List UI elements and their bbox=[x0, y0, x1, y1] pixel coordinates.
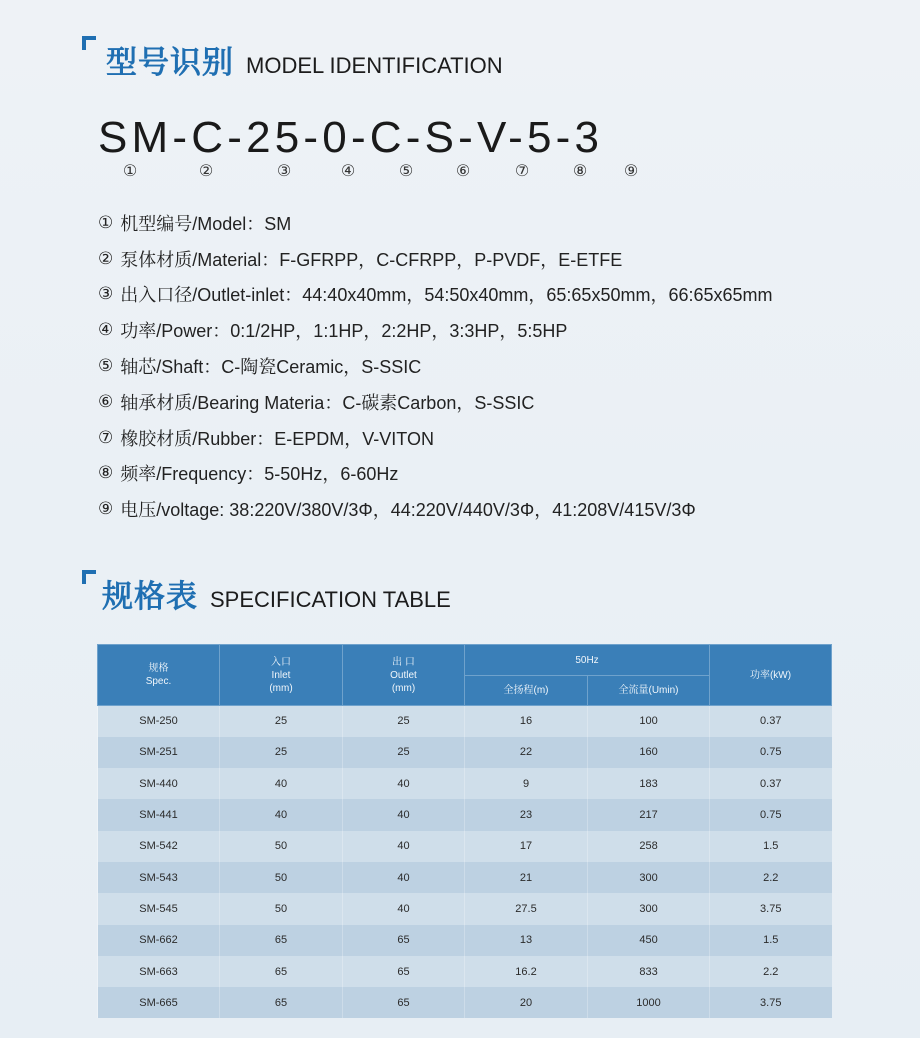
legend-item-rubber bbox=[98, 420, 773, 456]
model-code-legend bbox=[98, 205, 773, 527]
cell-power: 0.75 bbox=[710, 799, 832, 830]
header-spec-en: Spec. bbox=[145, 676, 172, 687]
cell-spec: SM-665 bbox=[98, 987, 220, 1018]
header-inlet-unit: (mm) bbox=[269, 682, 293, 694]
header-spec-cn: 规格 bbox=[148, 663, 169, 674]
section-title-cn: 规格表 bbox=[102, 579, 198, 615]
marker-5: ⑤ bbox=[398, 161, 414, 180]
table-row bbox=[98, 987, 832, 1018]
header-head: 全扬程(m) bbox=[465, 676, 588, 706]
cell-outlet: 40 bbox=[343, 862, 465, 893]
corner-bracket-icon bbox=[82, 36, 96, 50]
legend-item-shaft bbox=[98, 348, 773, 384]
cell-spec: SM-545 bbox=[98, 893, 220, 924]
header-inlet-cn: 入口 bbox=[271, 656, 291, 668]
legend-text: 轴芯/Shaft：C-陶瓷Ceramic，S-SSIC bbox=[120, 357, 422, 378]
header-inlet bbox=[220, 645, 343, 706]
cell-flow: 160 bbox=[588, 737, 710, 768]
specification-table bbox=[97, 644, 832, 1018]
table-row bbox=[98, 893, 832, 924]
legend-num: ⑧ bbox=[98, 463, 114, 483]
cell-inlet: 65 bbox=[220, 925, 343, 956]
cell-flow: 300 bbox=[588, 862, 710, 893]
cell-spec: SM-663 bbox=[98, 956, 220, 987]
marker-7: ⑦ bbox=[514, 161, 530, 180]
cell-power: 3.75 bbox=[710, 893, 832, 924]
marker-9: ⑨ bbox=[623, 161, 639, 180]
cell-outlet: 40 bbox=[343, 768, 465, 799]
cell-spec: SM-543 bbox=[98, 862, 220, 893]
cell-power: 0.37 bbox=[710, 768, 832, 799]
legend-num: ⑨ bbox=[98, 499, 114, 519]
cell-flow: 217 bbox=[588, 799, 710, 830]
legend-num: ② bbox=[98, 248, 114, 268]
cell-inlet: 40 bbox=[220, 799, 343, 830]
cell-inlet: 65 bbox=[220, 987, 343, 1018]
header-flow: 全流量(Umin) bbox=[588, 676, 710, 706]
cell-power: 2.2 bbox=[710, 956, 832, 987]
cell-power: 0.37 bbox=[710, 706, 832, 737]
cell-head: 17 bbox=[465, 831, 588, 862]
legend-text: 功率/Power：0:1/2HP，1:1HP，2:2HP，3:3HP，5:5HP bbox=[120, 321, 568, 342]
legend-item-material bbox=[98, 241, 773, 277]
header-outlet-cn: 出 口 bbox=[392, 656, 415, 668]
section-title-en: SPECIFICATION TABLE bbox=[210, 587, 451, 612]
section-title-en: MODEL IDENTIFICATION bbox=[246, 53, 503, 78]
legend-text: 出入口径/Outlet-inlet：44:40x40mm，54:50x40mm，65:65x50mm，66:65x65mm bbox=[120, 285, 773, 306]
cell-power: 1.5 bbox=[710, 831, 832, 862]
table-row bbox=[98, 737, 832, 768]
cell-spec: SM-542 bbox=[98, 831, 220, 862]
cell-power: 2.2 bbox=[710, 862, 832, 893]
legend-item-frequency bbox=[98, 456, 773, 492]
cell-inlet: 50 bbox=[220, 831, 343, 862]
cell-head: 16 bbox=[465, 706, 588, 737]
cell-spec: SM-440 bbox=[98, 768, 220, 799]
marker-1: ① bbox=[122, 161, 138, 180]
cell-inlet: 50 bbox=[220, 893, 343, 924]
cell-head: 23 bbox=[465, 799, 588, 830]
cell-outlet: 25 bbox=[343, 706, 465, 737]
marker-4: ④ bbox=[340, 161, 356, 180]
cell-spec: SM-251 bbox=[98, 737, 220, 768]
cell-outlet: 40 bbox=[343, 799, 465, 830]
legend-text: 频率/Frequency：5-50Hz，6-60Hz bbox=[120, 464, 399, 485]
cell-flow: 450 bbox=[588, 925, 710, 956]
cell-flow: 833 bbox=[588, 956, 710, 987]
table-row bbox=[98, 925, 832, 956]
cell-head: 20 bbox=[465, 987, 588, 1018]
legend-item-model bbox=[98, 205, 773, 241]
legend-text: 橡胶材质/Rubber：E-EPDM，V-VITON bbox=[120, 428, 434, 449]
marker-2: ② bbox=[198, 161, 214, 180]
cell-flow: 100 bbox=[588, 706, 710, 737]
legend-num: ④ bbox=[98, 320, 114, 340]
legend-item-bearing bbox=[98, 384, 773, 420]
legend-num: ① bbox=[98, 212, 114, 232]
cell-head: 13 bbox=[465, 925, 588, 956]
legend-num: ⑥ bbox=[98, 391, 114, 411]
cell-power: 3.75 bbox=[710, 987, 832, 1018]
table-row bbox=[98, 831, 832, 862]
cell-inlet: 25 bbox=[220, 706, 343, 737]
cell-head: 16.2 bbox=[465, 956, 588, 987]
legend-item-power bbox=[98, 312, 773, 348]
cell-outlet: 40 bbox=[343, 893, 465, 924]
legend-text: 泵体材质/Material：F-GFRPP，C-CFRPP，P-PVDF，E-ETFE bbox=[120, 249, 623, 270]
legend-text: 轴承材质/Bearing Materia：C-碳素Carbon，S-SSIC bbox=[120, 392, 535, 413]
marker-3: ③ bbox=[276, 161, 292, 180]
header-power: 功率(kW) bbox=[710, 645, 832, 706]
cell-outlet: 65 bbox=[343, 956, 465, 987]
header-outlet bbox=[343, 645, 465, 706]
table-row bbox=[98, 768, 832, 799]
cell-spec: SM-662 bbox=[98, 925, 220, 956]
model-code-markers bbox=[0, 161, 920, 185]
legend-num: ③ bbox=[98, 284, 114, 304]
model-identification-heading bbox=[106, 45, 503, 81]
table-row bbox=[98, 799, 832, 830]
cell-head: 21 bbox=[465, 862, 588, 893]
legend-text: 机型编号/Model：SM bbox=[120, 213, 292, 234]
cell-flow: 1000 bbox=[588, 987, 710, 1018]
corner-bracket-icon bbox=[82, 570, 96, 584]
header-inlet-en: Inlet bbox=[271, 669, 291, 681]
marker-8: ⑧ bbox=[572, 161, 588, 180]
table-row bbox=[98, 862, 832, 893]
header-50hz: 50Hz bbox=[465, 645, 710, 676]
specification-table-heading bbox=[102, 579, 451, 615]
cell-power: 0.75 bbox=[710, 737, 832, 768]
cell-spec: SM-441 bbox=[98, 799, 220, 830]
legend-num: ⑦ bbox=[98, 427, 114, 447]
header-spec bbox=[98, 645, 220, 706]
table-row bbox=[98, 956, 832, 987]
cell-outlet: 65 bbox=[343, 925, 465, 956]
cell-outlet: 65 bbox=[343, 987, 465, 1018]
cell-inlet: 40 bbox=[220, 768, 343, 799]
table-row bbox=[98, 706, 832, 737]
cell-head: 22 bbox=[465, 737, 588, 768]
header-outlet-unit: (mm) bbox=[391, 682, 416, 694]
cell-head: 27.5 bbox=[465, 893, 588, 924]
cell-inlet: 25 bbox=[220, 737, 343, 768]
legend-item-voltage bbox=[98, 491, 773, 527]
cell-outlet: 25 bbox=[343, 737, 465, 768]
cell-power: 1.5 bbox=[710, 925, 832, 956]
marker-6: ⑥ bbox=[455, 161, 471, 180]
cell-flow: 300 bbox=[588, 893, 710, 924]
header-outlet-en: Outlet bbox=[390, 669, 417, 681]
model-code: SM-C-25-0-C-S-V-5-3 bbox=[98, 113, 604, 162]
cell-flow: 183 bbox=[588, 768, 710, 799]
legend-num: ⑤ bbox=[98, 356, 114, 376]
legend-item-outlet-inlet bbox=[98, 277, 773, 313]
cell-inlet: 50 bbox=[220, 862, 343, 893]
cell-head: 9 bbox=[465, 768, 588, 799]
cell-outlet: 40 bbox=[343, 831, 465, 862]
cell-spec: SM-250 bbox=[98, 706, 220, 737]
section-title-cn: 型号识别 bbox=[106, 45, 234, 81]
legend-text: 电压/voltage: 38:220V/380V/3Φ，44:220V/440V/3Φ，41:208V/415V/3Φ bbox=[120, 500, 696, 521]
cell-flow: 258 bbox=[588, 831, 710, 862]
cell-inlet: 65 bbox=[220, 956, 343, 987]
